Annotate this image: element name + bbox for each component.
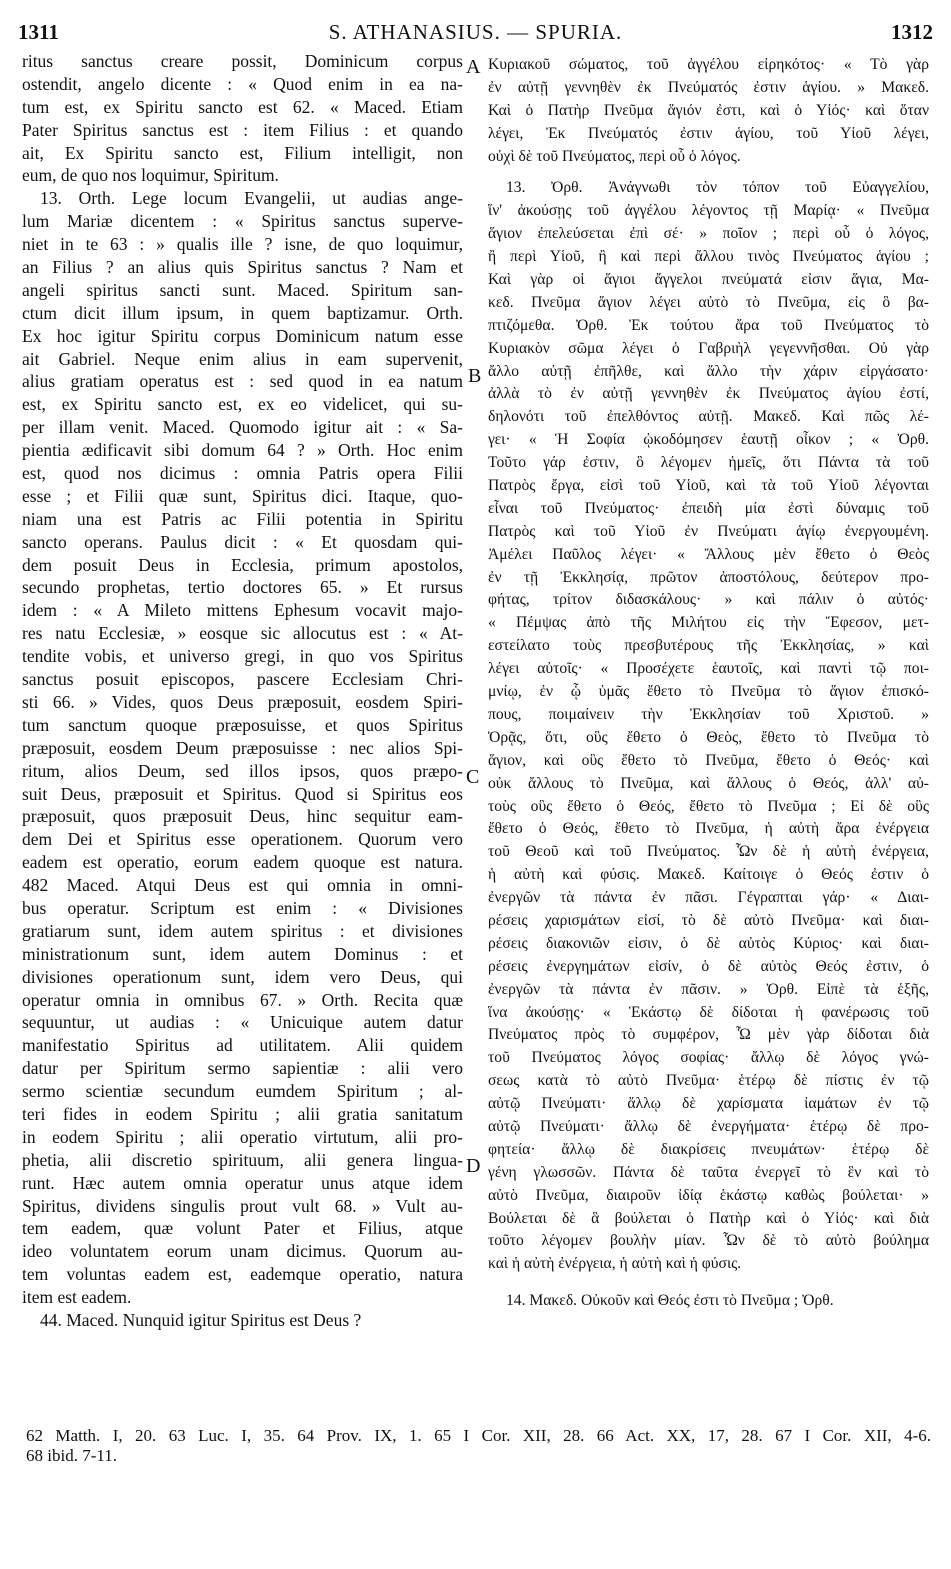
text-line: εστείλατο τοὺς πρεσβυτέρους τῆς Ἐκκλησίας, » καὶ (488, 637, 929, 655)
text-line: ἀλλὰ τὸ ἐν αὐτῇ γεννηθὲν ἐκ Πνεύματος ἁγίου ἐστί, (488, 385, 929, 403)
text-line: εἶναι τοῦ Πνεύματος· ἐπειδὴ μία ἐστὶ δύναμις τοῦ (488, 499, 929, 517)
text-line: ρέσεις διακονιῶν εἰσιν, ὁ δὲ αὐτὸς Κύριος· καὶ διαι- (488, 934, 929, 952)
text-line: tum sanctum quoque præposuisse, et quos Spiritus (22, 714, 463, 735)
text-line: sermo scientiæ secundum eumdem Spiritum ; al- (22, 1081, 463, 1102)
margin-marker-c: C (466, 766, 480, 788)
margin-marker-b: B (468, 365, 482, 387)
text-line: σεως κατὰ τὸ αὐτὸ Πνεῦμα· ἑτέρῳ δὲ πίστις ἐν τῷ (488, 1072, 929, 1090)
running-title: S. ATHANASIUS. — SPURIA. (328, 20, 623, 44)
text-line: Πατρὸς καὶ τοῦ Υἱοῦ ἐν Πνεύματι ἁγίῳ ἐνεργουμένη. (488, 522, 929, 540)
text-line: αὐτῷ Πνεύματι· ἄλλῳ δὲ ἐνεργήματα· ἑτέρῳ δὲ προ- (488, 1117, 929, 1135)
text-line: κεδ. Πνεῦμα ἅγιον λέγει αὐτὸ τὸ Πνεῦμα, εἰς ὃ βα- (488, 293, 929, 311)
text-line: 44. Maced. Nunquid igitur Spiritus est Deus ? (40, 1309, 362, 1330)
text-line: οὐχὶ δὲ τοῦ Πνεύματος, περὶ οὗ ὁ λόγος. (488, 147, 741, 165)
text-line: Κυριακοῦ σώματος, τοῦ ἀγγέλου εἰρηκότος· « Τὸ γὰρ (488, 56, 929, 73)
text-line: phetia, alii discretio spirituum, alii genera lingua- (22, 1149, 463, 1170)
footnote-line: 62 Matth. I, 20. 63 Luc. I, 35. 64 Prov. IX, 1. 65 I Cor. XII, 28. 66 Act. XX, 17, 28. 67 I Cor. XII, 4-6. (26, 1426, 931, 1445)
text-line: Ex hoc igitur Spiritu corpus Dominicum natum esse (22, 325, 463, 346)
text-line: est, ex Spiritu sancto est, ex eo videlicet, qui su- (22, 394, 463, 415)
text-line: in eodem Spiritu ; alii operatio virtutum, alii pro- (22, 1126, 463, 1147)
text-line: ἵνα ἀκούσῃς· « Ἑκάστῳ δὲ δίδοται ἡ φανέρωσις τοῦ (488, 1003, 929, 1021)
text-line: præposuit, quos præposuit Deus, hinc sequitur eam- (22, 806, 463, 827)
text-line: secundo prophetas, tertio doctores 65. » Et rursus (22, 577, 463, 598)
text-line: μνίῳ, ἐν ᾧ ὑμᾶς ἔθετο τὸ Πνεῦμα τὸ ἅγιον ἐπισκό- (488, 683, 929, 701)
margin-marker-d: D (466, 1155, 481, 1177)
latin-column (22, 50, 463, 1332)
text-line: τοῦτο λέγομεν βουλὴν μίαν. Ὧν δὲ τὸ αὐτὸ βούλημα (488, 1232, 929, 1250)
text-line: φήτας, τρίτον διδασκάλους· » καὶ πάλιν ὁ αὐτός· (488, 591, 929, 609)
text-line: πτιζόμεθα. Ὀρθ. Ἐκ τούτου ἄρα τοῦ Πνεύματος τὸ (488, 316, 929, 334)
text-line: sancto operans. Paulus dicit : « Et quosdam qui- (22, 531, 463, 552)
text-line: ἐνεργῶν τὰ πάντα ἐν πᾶσι. Γέγραπται γάρ· « Διαι- (488, 889, 929, 907)
text-line: δηλονότι τοῦ ἐπελθόντος αὐτῇ. Μακεδ. Καὶ πῶς λέ- (488, 408, 929, 426)
text-line: alius gratiam operatus est : sed quod in ea natum (22, 371, 463, 392)
text-line: sti 66. » Vides, quos Deus præposuit, eosdem Spiri- (22, 691, 463, 712)
text-line: niam una est Patris ac Filii potentia in Spiritu (22, 508, 463, 529)
right-page-number: 1312 (891, 20, 933, 44)
text-line: ἐν τῇ Ἐκκλησίᾳ, πρῶτον ἀποστόλους, δεύτερον προ- (488, 568, 929, 586)
text-line: ministrationum sunt, idem autem Dominus : et (22, 943, 463, 964)
text-line: ἅγιον ἐπελεύσεται ἐπὶ σέ· » ποῖον ; περὶ οὗ ὁ λόγος, (488, 225, 929, 243)
text-line: niet in te 63 : » qualis ille ? isne, de quo loquimur, (22, 234, 463, 255)
text-line: eum, de quo nos loquimur, Spiritum. (22, 165, 279, 186)
text-line: Καὶ ὁ Πατὴρ Πνεῦμα ἅγιόν ἐστι, καὶ ὁ Υἱός· καὶ ὅταν (488, 101, 929, 119)
text-line: οὐκ ἄλλους τὸ Πνεῦμα, καὶ ἄλλους ὁ Θεός, ἀλλ' αὐ- (488, 774, 929, 792)
text-line: αὐτὸ Πνεῦμα, διαιροῦν ἰδίᾳ ἑκάστῳ καθὼς βούλεται· » (488, 1186, 929, 1204)
text-line: ἐν αὐτῇ γεννηθὲν ἐκ Πνεύματός ἐστιν ἁγίου. » Μακεδ. (488, 78, 929, 96)
text-line: ἡ αὐτὴ καὶ φύσις. Μακεδ. Καίτοιγε ὁ Θεός ἐστιν ὁ (488, 866, 929, 884)
text-line: ρέσεις χαρισμάτων εἰσί, τὸ δὲ αὐτὸ Πνεῦμα· καὶ διαι- (488, 911, 929, 929)
text-line: ait Gabriel. Neque enim alius in eam supervenit, (22, 348, 463, 369)
text-line: ait, Ex Spiritu sancto est, Filium intelligit, non (22, 142, 463, 163)
left-page-number: 1311 (18, 20, 59, 44)
text-line: sequuntur, ut audias : « Unicuique autem datur (22, 1012, 463, 1033)
text-line: operatur omnia in omnibus 67. » Orth. Recita quæ (22, 989, 463, 1010)
text-line: manifestatio Spiritus ad utilitatem. Alii quidem (22, 1035, 463, 1056)
text-line: lum Mariæ dicentem : « Spiritus sanctus superve- (22, 211, 463, 232)
text-line: idem : « A Mileto mittens Ephesum vocavit majo- (22, 600, 463, 621)
text-line: γένη γλωσσῶν. Πάντα δὲ ταῦτα ἐνεργεῖ τὸ ἓν καὶ τὸ (488, 1163, 929, 1181)
text-line: τοῦ Θεοῦ καὶ τοῦ Πνεύματος. Ὧν δὲ ἡ αὐτὴ ἐνέργεια, (488, 843, 929, 861)
text-line: runt. Hæc autem omnia operatur unus atque idem (22, 1172, 463, 1193)
text-line: Βούλεται δὲ ἃ βούλεται ὁ Πατὴρ καὶ ὁ Υἱός· καὶ διὰ (488, 1209, 929, 1227)
text-line: est, quod nos dicimus : omnia Patris opera Filii (22, 463, 463, 484)
text-line: gratiarum sunt, idem autem spiritus : et divisiones (22, 920, 463, 941)
text-line: ideo voluntatem eorum unam dicimus. Quorum au- (22, 1241, 463, 1262)
text-line: ἄλλο αὐτῇ ἐπῆλθε, καὶ ἄλλο τὴν χάριν εἰργάσατο· (488, 362, 929, 380)
text-line: item est eadem. (22, 1287, 132, 1308)
text-line: Ὁρᾷς, ὅτι, οὓς ἔθετο ὁ Θεὸς, ἔθετο τὸ Πνεῦμα τὸ (488, 728, 929, 746)
footnotes (26, 1426, 931, 1466)
text-line: ρέσεις ἐνεργημάτων εἰσίν, ὁ δὲ αὐτὸς Θεός ἐστιν, ὁ (488, 957, 929, 975)
text-line: eadem est operatio, eorum eadem quoque est natura. (22, 852, 463, 873)
text-line: Spiritus, dividens singulis prout vult 68. » Vult au- (22, 1195, 463, 1216)
text-line: Πνεύματος πρὸς τὸ συμφέρον, Ὧ μὲν γὰρ δίδοται διὰ (488, 1026, 929, 1044)
text-line: sanctus posuit episcopos, pascere Ecclesiam Chri- (22, 669, 463, 690)
text-line: ctum dicit illum ipsum, in quem baptizamur. Orth. (22, 302, 463, 323)
text-line: bus operatur. Scriptum est enim : « Divisiones (22, 897, 463, 918)
text-line: ἢ περὶ Υἱοῦ, ἢ καὶ περὶ ἄλλου τινὸς Πνεύματος ἁγίου ; (488, 248, 929, 266)
text-line: λέγει αὐτοῖς· « Προσέχετε ἑαυτοῖς, καὶ παντὶ τῷ ποι- (488, 660, 929, 678)
text-line: ἵν' ἀκούσῃς τοῦ ἀγγέλου λέγοντος τῇ Μαρίᾳ· « Πνεῦμα (488, 202, 929, 220)
text-line: tendite vobis, et universo gregi, in quo vos Spiritus (22, 646, 463, 667)
greek-column (488, 54, 929, 1313)
text-line: datur per Spiritum sermo sapientiæ : alii vero (22, 1058, 463, 1079)
text-line: ostendit, angelo dicente : « Quod enim in ea na- (22, 73, 463, 94)
text-line: φητεία· ἄλλῳ δὲ διακρίσεις πνευμάτων· ἑτέρῳ δὲ (488, 1140, 929, 1158)
text-line: divisiones operationum sunt, idem vero Deus, qui (22, 966, 463, 987)
margin-marker-a: A (466, 56, 481, 78)
text-line: Κυριακὸν σῶμα λέγει ὁ Γαβριὴλ γεγεννῆσθαι. Οὐ γὰρ (488, 339, 929, 357)
text-line: τοῦ Πνεύματος λόγος σοφίας· ἄλλῳ δὲ λόγος γνώ- (488, 1049, 929, 1067)
text-line: angeli spiritus sancti sunt. Maced. Spiritum san- (22, 279, 463, 300)
text-line: pientia ædificavit sibi domum 64 ? » Orth. Hoc enim (22, 440, 463, 461)
text-line: αὐτῷ Πνεύματι· ἄλλῳ δὲ χαρίσματα ἰαμάτων ἐν τῷ (488, 1095, 929, 1113)
text-line: καὶ ἡ αὐτὴ ἐνέργεια, ἡ αὐτὴ καὶ ἡ φύσις. (488, 1255, 742, 1273)
text-line: dem posuit Deus in Ecclesia, primum apostolos, (22, 554, 463, 575)
text-line: dem Dei et Spiritus esse operationem. Quorum vero (22, 829, 463, 850)
text-line: γει· « Ἡ Σοφία ᾠκοδόμησεν ἑαυτῇ οἶκον ; « Ὀρθ. (488, 431, 929, 449)
text-line: præposuit, eosdem Deum præposuisse : nec alios Spi- (22, 737, 463, 758)
text-line: 13. Orth. Lege locum Evangelii, ut audias ange- (40, 188, 463, 209)
text-line: teri fides in eodem Spiritu ; alii gratia sanitatum (22, 1103, 463, 1124)
text-line: Καὶ γὰρ οἱ ἅγιοι ἄγγελοι πνεύματά εἰσιν ἅγια, Μα- (488, 271, 929, 289)
page-header (18, 20, 933, 50)
text-line: Τοῦτο γάρ ἐστιν, ὃ λέγομεν ἡμεῖς, ὅτι Πάντα τὰ τοῦ (488, 454, 929, 472)
text-line: 13. Ὀρθ. Ἀνάγνωθι τὸν τόπον τοῦ Εὐαγγελίου, (506, 179, 929, 197)
text-line: λέγει, Ἐκ Πνεύματός ἐστιν ἁγίου, τοῦ Υἱοῦ λέγει, (488, 124, 929, 142)
text-line: tem voluntas eadem est, eademque operatio, natura (22, 1264, 463, 1285)
text-line: Ἀμέλει Παῦλος λέγει· « Ἄλλους μὲν ἔθετο ὁ Θεὸς (488, 545, 929, 563)
text-line: ritus sanctus creare possit, Dominicum corpus (22, 51, 463, 71)
text-line: ἔθετο ὁ Θεός, ἔθετο τὸ Πνεῦμα, ἡ αὐτὴ ἄρα ἐνέργεια (488, 820, 929, 838)
text-line: suit Deus, præposuit et Spiritus. Quod si Spiritus eos (22, 783, 463, 804)
text-line: tum est, ex Spiritu sancto est 62. « Maced. Etiam (22, 96, 463, 117)
text-line: ritum, alios Deum, sed illos ipsos, quos præpo- (22, 760, 463, 781)
text-line: Pater Spiritus sanctus est : item Filius : et quando (22, 119, 463, 140)
text-line: τοὺς οὓς ἔθετο ὁ Θεός, ἔθετο τὸ Πνεῦμα ; Εἰ δὲ οὓς (488, 797, 929, 815)
text-line: πους, ποιμαίνειν τὴν Ἐκκλησίαν τοῦ Χριστοῦ. » (488, 705, 929, 723)
text-line: esse ; et Filii quæ sunt, Spiritus dici. Itaque, quo- (22, 485, 463, 506)
text-line: 14. Μακεδ. Οὐκοῦν καὶ Θεός ἐστι τὸ Πνεῦμα ; Ὀρθ. (506, 1292, 834, 1310)
text-line: per illam venit. Maced. Quomodo igitur ait : « Sa- (22, 417, 463, 438)
footnote-line: 68 ibid. 7-11. (26, 1446, 117, 1465)
text-line: res natu Ecclesiæ, » eosque sic allocutus est : « At- (22, 623, 463, 644)
text-line: tem eadem, quæ volunt Pater et Filius, atque (22, 1218, 463, 1239)
text-line: ἅγιον, καὶ οὓς ἔθετο τὸ Πνεῦμα, ἔθετο ὁ Θεός· καὶ (488, 751, 929, 769)
text-line: Πατρὸς ἔργα, εἰσὶ τοῦ Υἱοῦ, καὶ τὰ τοῦ Υἱοῦ λέγονται (488, 477, 929, 495)
text-line: « Πέμψας ἀπὸ τῆς Μιλήτου εἰς τὴν Ἔφεσον, μετ- (488, 614, 929, 632)
text-line: an Filius ? an alius quis Spiritus sanctus ? Nam et (22, 257, 463, 278)
text-line: ἐνεργῶν τὰ πάντα ἐν πᾶσιν. » Ὀρθ. Εἰπὲ τὰ ἑξῆς, (488, 980, 929, 998)
text-line: 482 Maced. Atqui Deus est qui omnia in omni- (22, 875, 463, 896)
